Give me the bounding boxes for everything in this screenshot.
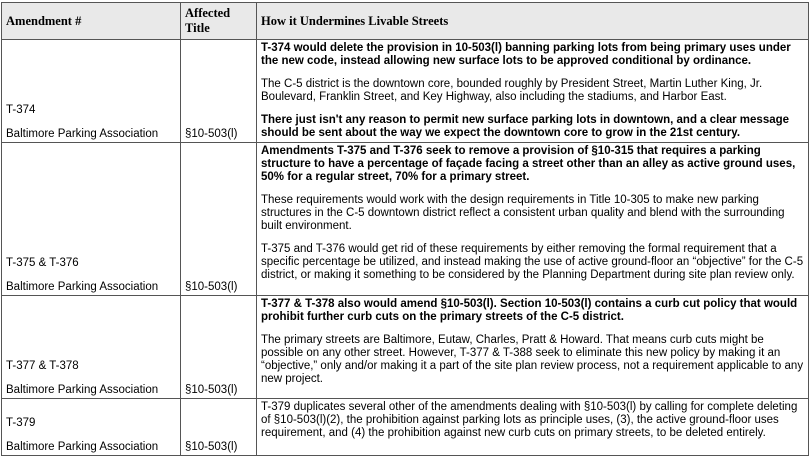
amendment-cell <box>2 296 181 399</box>
affected-title: §10-503(l) <box>181 40 257 143</box>
amendment-sponsor: Baltimore Parking Association <box>6 281 159 293</box>
description-conclusion: There just isn't any reason to permit new surface parking lots in downtown, and a clear message should be sent about the way we expect the downtown core to grow in the 21st century. <box>261 114 790 139</box>
amendment-code: T-377 & T-378 <box>6 360 79 372</box>
description-paragraph: T-379 duplicates several other of the amendments dealing with §10-503(l) by calling for complete deleting of §10-503(l)(2), the prohibition against parking lots as principle uses, (3), the active ground-floor uses requirement, and (4) the prohibition against new curb cuts on primary streets, to be deleted entirely. <box>261 401 798 439</box>
amendment-cell <box>2 143 181 296</box>
table-row <box>2 40 809 143</box>
affected-title: §10-503(l) <box>181 143 257 296</box>
table-header-row <box>2 3 809 40</box>
description-paragraph: The C-5 district is the downtown core, bounded roughly by President Street, Martin Luther King, Jr. Boulevard, Franklin Street, and Key Highway, also including the stadiums, and Harbor East. <box>261 78 763 103</box>
table-row <box>2 296 809 399</box>
amendment-code: T-375 & T-376 <box>6 257 79 269</box>
amendment-cell <box>2 40 181 143</box>
amendment-sponsor: Baltimore Parking Association <box>6 441 159 453</box>
amendment-sponsor: Baltimore Parking Association <box>6 128 159 140</box>
description-cell <box>257 296 809 399</box>
amendment-code: T-374 <box>6 104 36 116</box>
description-paragraph: These requirements would work with the design requirements in Title 10-305 to make new parking structures in the C-5 downtown district reflect a consistent urban quality and blend with the surrounding built environment. <box>261 194 785 232</box>
amendment-sponsor: Baltimore Parking Association <box>6 384 159 396</box>
description-paragraph: T-375 and T-376 would get rid of these requirements by either removing the formal requirement that a specific percentage be utilized, and instead making the use of active ground-floor an “objective” for the C-5 district, or making it something to be considered by the Planning Department during site plan review only. <box>261 243 804 281</box>
description-lead: T-377 & T-378 also would amend §10-503(l). Section 10-503(l) contains a curb cut policy that would prohibit further curb cuts on the primary streets of the C-5 district. <box>261 298 798 323</box>
description-lead: Amendments T-375 and T-376 seek to remove a provision of §10-315 that requires a parking structure to have a percentage of façade facing a street other than an alley as active ground uses, 50% for a regular street, 70% for a primary street. <box>261 145 796 183</box>
description-paragraph: The primary streets are Baltimore, Eutaw, Charles, Pratt & Howard. That means curb cuts might be possible on any other street. However, T-377 & T-388 seek to eliminate this new policy by making it an “objective,” only and/or making it a part of the site plan review process, not a requirement applicable to any new project. <box>261 334 804 385</box>
amendment-cell <box>2 399 181 456</box>
header-affected-title: Affected Title <box>181 3 257 40</box>
description-cell <box>257 143 809 296</box>
table-row <box>2 399 809 456</box>
header-how-undermines: How it Undermines Livable Streets <box>257 3 809 40</box>
header-amendment: Amendment # <box>2 3 181 40</box>
table-row <box>2 143 809 296</box>
description-cell <box>257 40 809 143</box>
description-lead: T-374 would delete the provision in 10-503(l) banning parking lots from being primary uses under the new code, instead allowing new surface lots to be approved conditional by ordinance. <box>261 42 791 67</box>
affected-title: §10-503(l) <box>181 296 257 399</box>
amendments-table <box>1 2 809 456</box>
description-cell <box>257 399 809 456</box>
affected-title: §10-503(l) <box>181 399 257 456</box>
amendment-code: T-379 <box>6 417 36 429</box>
